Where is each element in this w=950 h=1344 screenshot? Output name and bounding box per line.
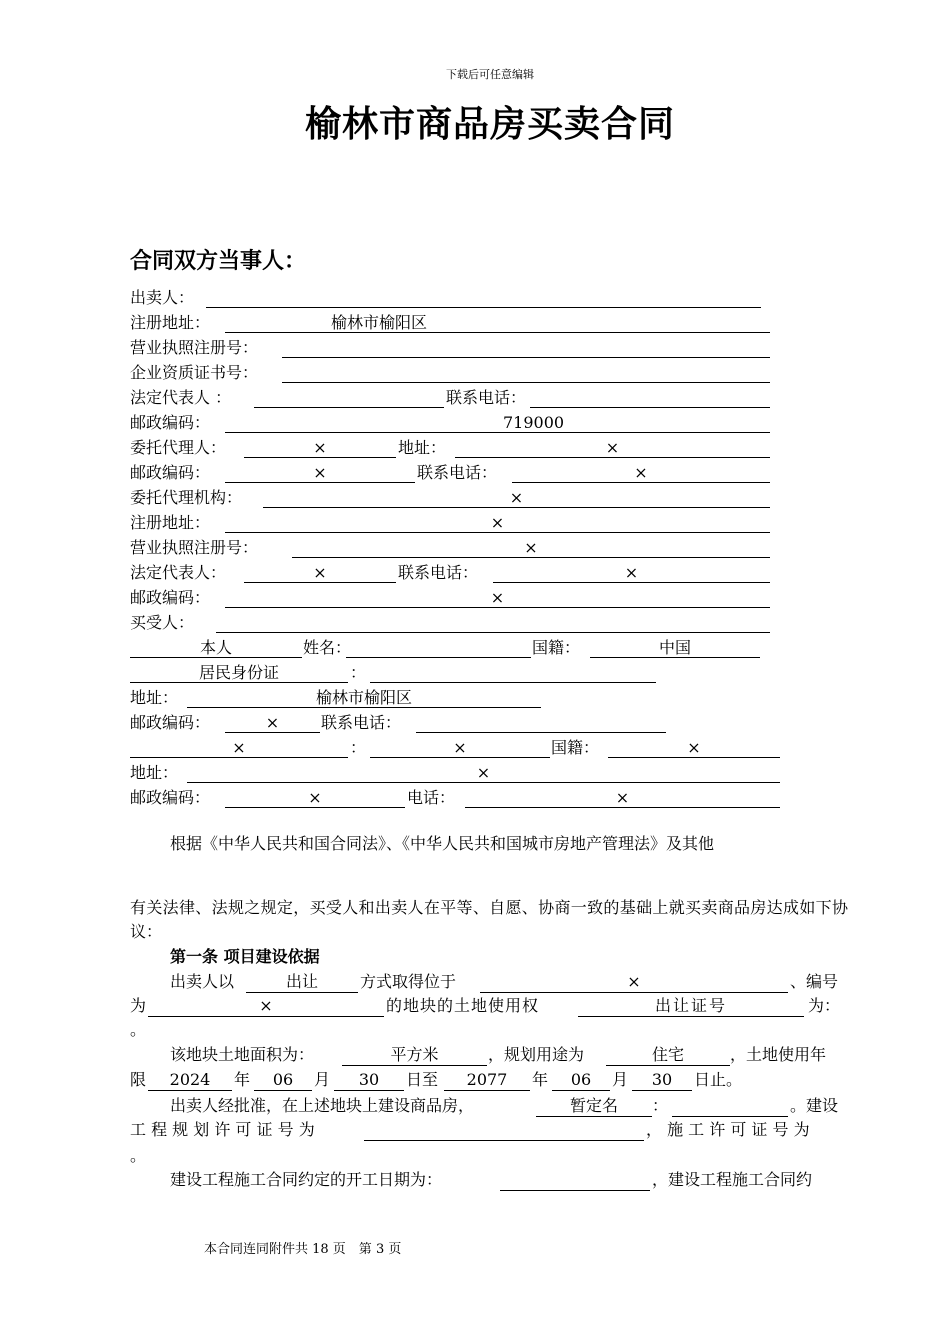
postcode-label: 邮政编码： — [130, 413, 211, 432]
acquisition-method-field[interactable]: 出让 — [246, 970, 358, 993]
org-legal-rep-label: 法定代表人： — [130, 563, 227, 582]
preamble-line-2: 有关法律、法规之规定，买受人和出卖人在平等、自愿、协商一致的基础上就买卖商品房达成如下协议： — [130, 898, 848, 941]
id-colon: ： — [350, 663, 367, 682]
seller-row — [130, 285, 790, 310]
agent-postcode-label: 邮政编码： — [130, 463, 211, 482]
agent-postcode-field[interactable]: × — [225, 460, 415, 483]
buyer-address-row — [130, 685, 790, 710]
seller-field[interactable] — [206, 285, 761, 308]
text: 出卖人以 — [170, 972, 235, 991]
header-note: 下载后可任意编辑 — [446, 68, 534, 81]
agent-field[interactable]: × — [244, 435, 396, 458]
planning-permit-field[interactable] — [364, 1118, 644, 1141]
buyer2-colon: ： — [350, 738, 367, 757]
postcode-value: 719000 — [503, 413, 565, 432]
text: 出卖人经批准，在上述地块上建设商品房， — [170, 1096, 475, 1115]
text: ，土地使用年 — [730, 1045, 827, 1064]
land-number-field[interactable]: × — [148, 994, 384, 1017]
buyer-type-field[interactable]: 本人 — [130, 635, 302, 658]
text: 为 — [130, 996, 147, 1015]
org-reg-address-row — [130, 510, 790, 535]
qualification-row — [130, 360, 790, 385]
postcode-row — [130, 410, 790, 435]
buyer-postcode-label: 邮政编码： — [130, 713, 211, 732]
legal-rep-field[interactable] — [254, 385, 444, 408]
buyer-phone-label: 联系电话： — [321, 713, 402, 732]
text: 为： — [808, 996, 841, 1015]
planned-use-field[interactable]: 住宅 — [606, 1043, 730, 1066]
id-number-field[interactable] — [370, 660, 656, 683]
agent-address-field[interactable]: × — [455, 435, 770, 458]
org-postcode-label: 邮政编码： — [130, 588, 211, 607]
buyer-postcode-row — [130, 710, 790, 735]
buyer2-address-label: 地址： — [130, 763, 179, 782]
text: ，规划用途为 — [488, 1045, 585, 1064]
text: ， 施 工 许 可 证 号 为 — [646, 1120, 810, 1139]
org-postcode-field[interactable]: × — [225, 585, 770, 608]
qualification-field[interactable] — [282, 360, 770, 383]
end-month-field[interactable]: 06 — [552, 1068, 610, 1091]
document-title: 榆林市商品房买卖合同 — [304, 104, 675, 145]
license-label: 营业执照注册号： — [130, 338, 259, 357]
buyer2-address-field[interactable]: × — [187, 760, 780, 783]
org-legal-rep-row — [130, 560, 790, 585]
end-day-field[interactable]: 30 — [632, 1068, 692, 1091]
article-1-line-4 — [130, 1043, 848, 1067]
article-1-line-1 — [130, 970, 848, 994]
text: 月 — [612, 1070, 629, 1089]
buyer2-postcode-row — [130, 785, 790, 810]
buyer2-id-field[interactable]: × — [370, 735, 550, 758]
agent-phone-label: 联系电话： — [417, 463, 498, 482]
start-day-field[interactable]: 30 — [334, 1068, 404, 1091]
text: 方式取得位于 — [360, 972, 457, 991]
text: 。 — [130, 1020, 147, 1039]
text: 年 — [532, 1070, 549, 1089]
org-license-label: 营业执照注册号： — [130, 538, 259, 557]
id-type-field[interactable]: 居民身份证 — [130, 660, 348, 683]
buyer2-postcode-label: 邮政编码： — [130, 788, 211, 807]
buyer-label: 买受人： — [130, 613, 195, 632]
buyer-address-field[interactable]: 榆林市榆阳区 — [187, 685, 541, 708]
legal-rep-row — [130, 385, 790, 410]
agent-org-row — [130, 485, 790, 510]
reg-address-label: 注册地址： — [130, 313, 211, 332]
agent-org-label: 委托代理机构： — [130, 488, 243, 507]
text: 限 — [130, 1070, 147, 1089]
start-year-field[interactable]: 2024 — [148, 1068, 232, 1091]
text: 年 — [234, 1070, 251, 1089]
agent-phone-field[interactable]: × — [512, 460, 770, 483]
buyer-row — [130, 610, 790, 635]
land-area-field[interactable]: 平方米 — [342, 1043, 487, 1066]
text: 的地块的土地使用权 — [386, 996, 540, 1015]
name-field[interactable] — [346, 635, 531, 658]
article-1-line-8 — [130, 1144, 848, 1168]
agent-org-field[interactable]: × — [263, 485, 770, 508]
org-phone-label: 联系电话： — [398, 563, 479, 582]
license-field[interactable] — [282, 335, 770, 358]
text: 该地块土地面积为： — [170, 1045, 315, 1064]
preamble-line-1: 根据《中华人民共和国合同法》、《中华人民共和国城市房地产管理法》及其他 — [170, 834, 715, 853]
buyer-postcode-field[interactable]: × — [225, 710, 320, 733]
agent-postcode-row — [130, 460, 790, 485]
seller-reg-address-row — [130, 310, 790, 335]
buyer-name-row — [130, 635, 790, 660]
article-1-line-3 — [130, 1018, 848, 1042]
article-1-title: 第一条 项目建设依据 — [170, 947, 320, 966]
buyer-field[interactable] — [216, 610, 770, 633]
article-1-line-9 — [130, 1168, 848, 1192]
org-postcode-row — [130, 585, 790, 610]
start-date-field[interactable] — [500, 1168, 650, 1191]
project-name-field[interactable]: 暂定名 — [536, 1094, 652, 1117]
seller-label: 出卖人： — [130, 288, 195, 307]
start-month-field[interactable]: 06 — [254, 1068, 312, 1091]
text: ，建设工程施工合同约 — [652, 1170, 813, 1189]
buyer-phone-field[interactable] — [416, 710, 666, 733]
org-reg-address-field[interactable]: × — [225, 510, 770, 533]
text: 。 — [130, 1146, 147, 1165]
agent-address-label: 地址： — [398, 438, 447, 457]
buyer-address-label: 地址： — [130, 688, 179, 707]
phone-label: 联系电话： — [446, 388, 527, 407]
phone-field[interactable] — [530, 385, 770, 408]
parties-heading: 合同双方当事人： — [130, 249, 307, 274]
org-legal-rep-field[interactable]: × — [244, 560, 396, 583]
org-phone-field[interactable]: × — [493, 560, 770, 583]
org-license-field[interactable]: × — [292, 535, 770, 558]
license-row — [130, 335, 790, 360]
text: 月 — [314, 1070, 331, 1089]
org-reg-address-label: 注册地址： — [130, 513, 211, 532]
text: 建设工程施工合同约定的开工日期为： — [170, 1170, 443, 1189]
nationality-label: 国籍： — [532, 638, 581, 657]
buyer2-address-row — [130, 760, 790, 785]
text: 工 程 规 划 许 可 证 号 为 — [130, 1120, 315, 1139]
buyer2-nationality-field[interactable]: × — [608, 735, 780, 758]
legal-rep-label: 法定代表人 ： — [130, 388, 232, 407]
article-1-line-5 — [130, 1068, 848, 1092]
buyer2-id-type-field[interactable]: × — [130, 735, 348, 758]
reg-address-value: 榆林市榆阳区 — [331, 313, 428, 332]
org-license-row — [130, 535, 790, 560]
land-cert-field[interactable]: 出让证号 — [578, 994, 804, 1017]
postcode-field[interactable] — [225, 410, 770, 433]
buyer-id-row — [130, 660, 790, 685]
nationality-field[interactable]: 中国 — [590, 635, 760, 658]
article-1-line-7 — [130, 1118, 848, 1142]
end-year-field[interactable]: 2077 — [444, 1068, 530, 1091]
project-name-value-field[interactable] — [672, 1094, 788, 1117]
article-1-line-6 — [130, 1094, 848, 1118]
buyer2-phone-field[interactable]: × — [465, 785, 780, 808]
text: ： — [652, 1096, 669, 1115]
text: 、编号 — [790, 972, 839, 991]
name-label: 姓名： — [303, 638, 352, 657]
qualification-label: 企业资质证书号： — [130, 363, 259, 382]
reg-address-field[interactable] — [225, 310, 770, 333]
text: 。建设 — [790, 1096, 839, 1115]
text: 日至 — [406, 1070, 439, 1089]
buyer2-row — [130, 735, 790, 760]
article-1-line-2 — [130, 994, 848, 1018]
buyer2-nationality-label: 国籍： — [551, 738, 600, 757]
agent-row — [130, 435, 790, 460]
buyer2-postcode-field[interactable]: × — [225, 785, 405, 808]
agent-label: 委托代理人： — [130, 438, 227, 457]
buyer2-phone-label: 电话： — [407, 788, 456, 807]
land-location-field[interactable]: × — [480, 970, 788, 993]
text: 日止。 — [694, 1070, 743, 1089]
page-footer: 本合同连同附件共 18 页 第 3 页 — [204, 1242, 402, 1257]
